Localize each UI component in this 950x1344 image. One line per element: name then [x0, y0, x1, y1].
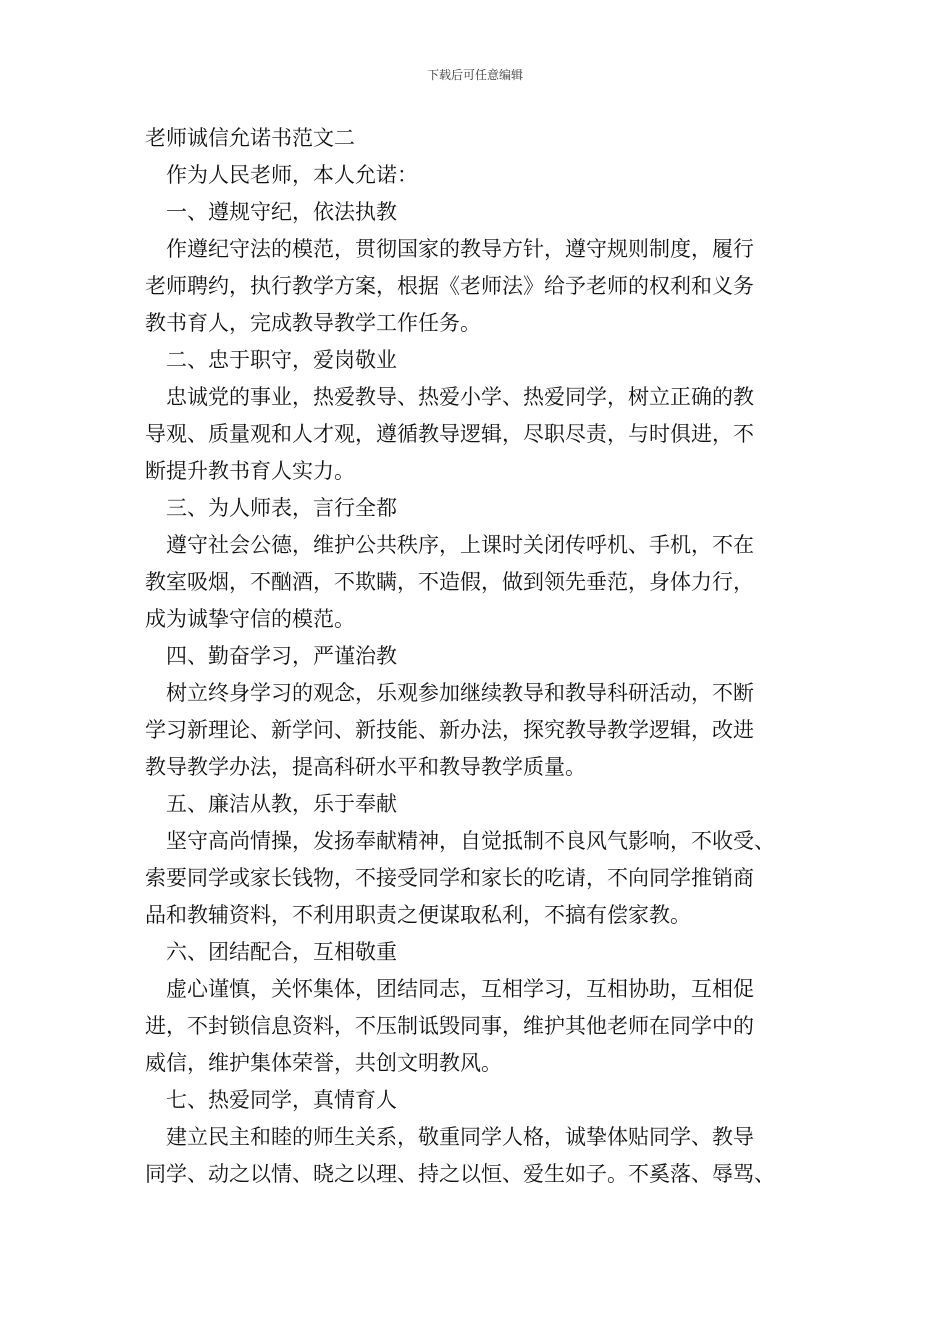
paragraph-line: 教书育人，完成教导教学工作任务。: [145, 311, 481, 335]
paragraph-line: 同学、动之以情、晓之以理、持之以恒、爱生如子。不奚落、辱骂、: [145, 1162, 775, 1186]
paragraph-line: 断提升教书育人实力。: [145, 459, 355, 483]
paragraph-line: 老师聘约，执行教学方案，根据《老师法》给予老师的权利和义务: [145, 274, 754, 298]
section-heading: 二、忠于职守，爱岗敬业: [166, 348, 397, 372]
section-heading: 一、遵规守纪，依法执教: [166, 200, 397, 224]
paragraph-line: 进，不封锁信息资料，不压制诋毁同事，维护其他老师在同学中的: [145, 1014, 754, 1038]
paragraph-line: 建立民主和睦的师生关系，敬重同学人格，诚挚体贴同学、教导: [166, 1125, 754, 1149]
paragraph-line: 教室吸烟，不酗酒，不欺瞒，不造假，做到领先垂范，身体力行，: [145, 570, 754, 594]
paragraph-line: 树立终身学习的观念，乐观参加继续教导和教导科研活动，不断: [166, 681, 754, 705]
paragraph-line: 教导教学办法，提高科研水平和教导教学质量。: [145, 755, 586, 779]
paragraph-line: 遵守社会公德，维护公共秩序，上课时关闭传呼机、手机，不在: [166, 533, 754, 557]
section-heading: 七、热爱同学，真情育人: [166, 1088, 397, 1112]
paragraph-line: 忠诚党的事业，热爱教导、热爱小学、热爱同学，树立正确的教: [166, 385, 754, 409]
paragraph-line: 成为诚挚守信的模范。: [145, 607, 355, 631]
section-heading: 六、团结配合，互相敬重: [166, 940, 397, 964]
document-body: [145, 120, 825, 1193]
intro-line: 作为人民老师，本人允诺：: [166, 163, 418, 187]
paragraph-line: 学习新理论、新学问、新技能、新办法，探究教导教学逻辑，改进: [145, 718, 754, 742]
header-note: 下载后可任意编辑: [426, 68, 523, 82]
paragraph-line: 品和教辅资料，不利用职责之便谋取私利，不搞有偿家教。: [145, 903, 691, 927]
paragraph-line: 作遵纪守法的模范，贯彻国家的教导方针，遵守规则制度，履行: [166, 237, 754, 261]
paragraph-line: 虚心谨慎，关怀集体，团结同志，互相学习，互相协助，互相促: [166, 977, 754, 1001]
paragraph-line: 索要同学或家长钱物，不接受同学和家长的吃请，不向同学推销商: [145, 866, 754, 890]
section-heading: 三、为人师表，言行全都: [166, 496, 397, 520]
document-title: 老师诚信允诺书范文二: [145, 126, 355, 150]
section-heading: 四、勤奋学习，严谨治教: [166, 644, 397, 668]
section-heading: 五、廉洁从教，乐于奉献: [166, 792, 397, 816]
paragraph-line: 威信，维护集体荣誉，共创文明教风。: [145, 1051, 502, 1075]
paragraph-line: 坚守高尚情操，发扬奉献精神，自觉抵制不良风气影响，不收受、: [166, 829, 775, 853]
paragraph-line: 导观、质量观和人才观，遵循教导逻辑，尽职尽责，与时俱进，不: [145, 422, 754, 446]
